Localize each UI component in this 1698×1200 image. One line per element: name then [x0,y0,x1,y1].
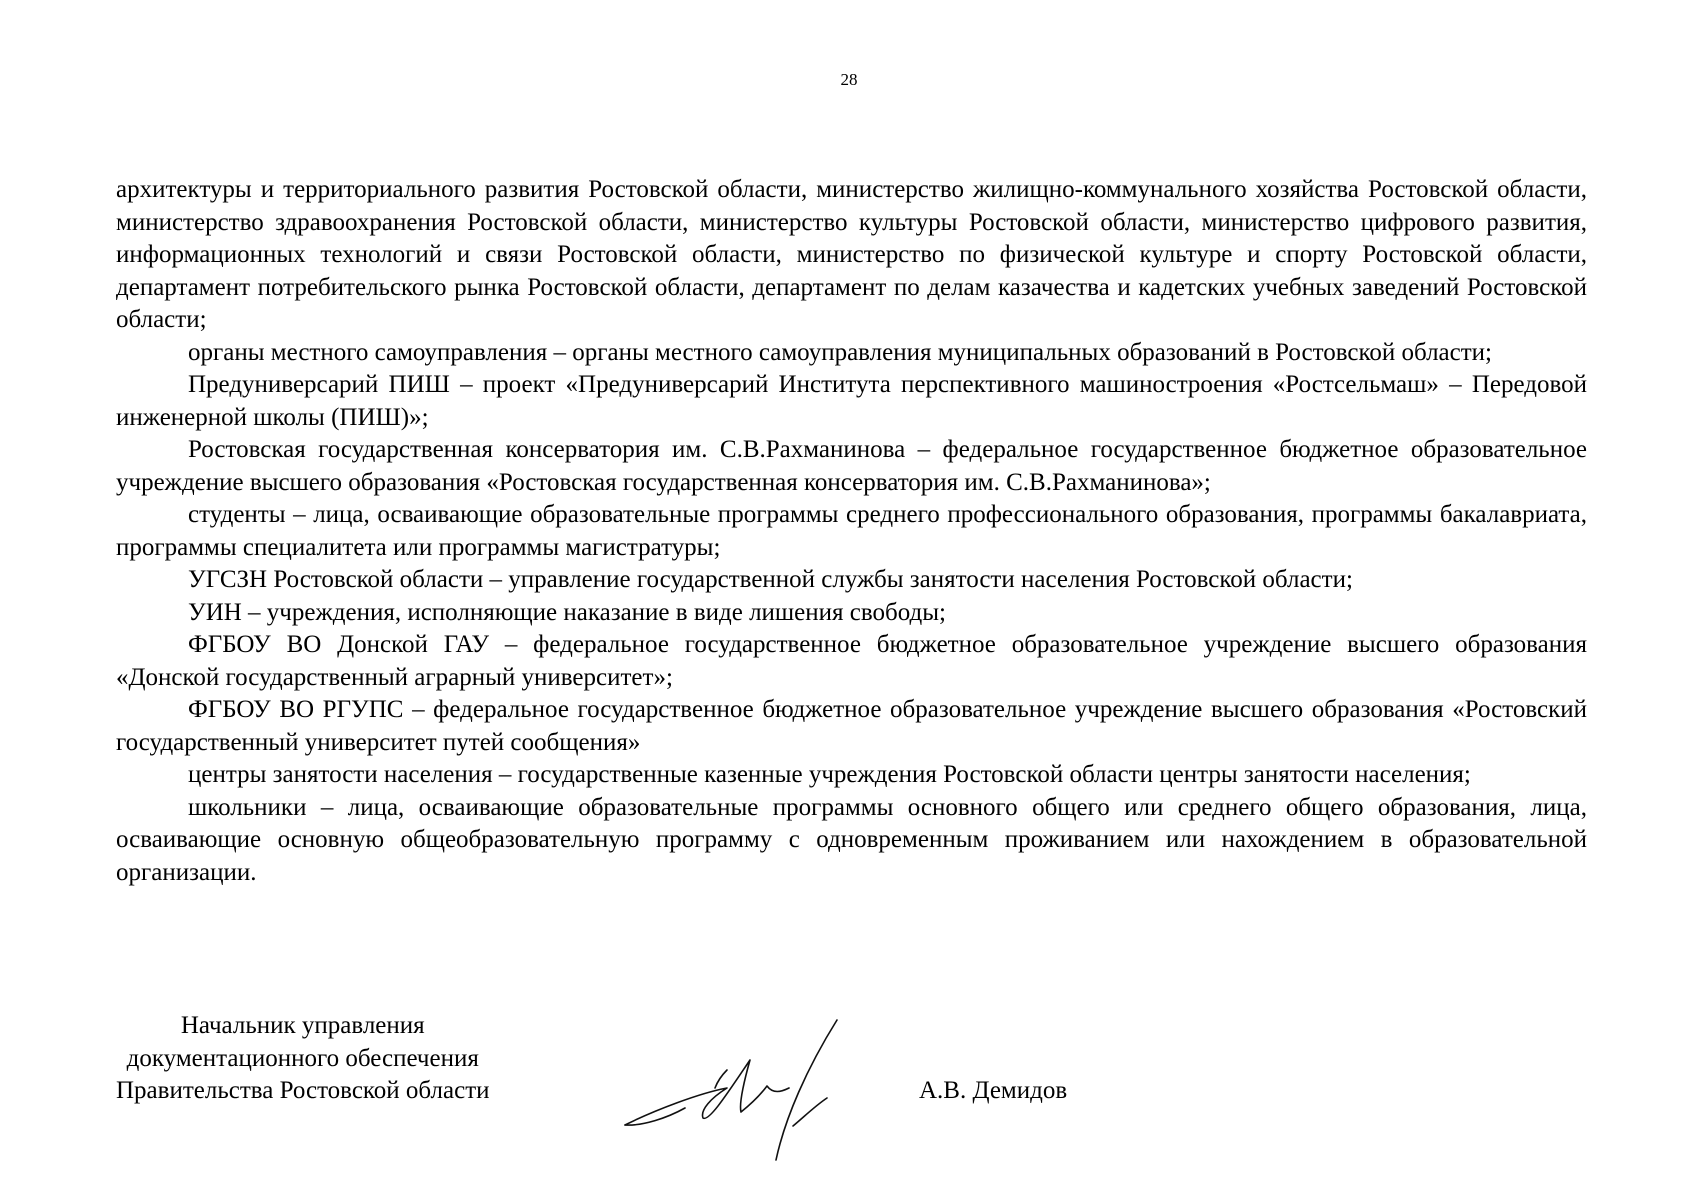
signer-name: А.В. Демидов [919,1077,1068,1104]
signer-title-line: документационного обеспечения [126,1044,479,1072]
paragraph-continuation: архитектуры и территориального развития Ростовской области, министерство жилищно-коммунального хозяйства Ростовской области, министерство здравоохранения Ростовской области, министерство культуры Ростовской области, министерство цифрового развития, информационных технологий и связи Ростовской области, министерство по физической культуре и спорту Ростовской области, департамент потребительского рынка Ростовской области, департамент по делам казачества и кадетских учебных заведений Ростовской области; [116,176,1587,333]
signer-title-line: Правительства Ростовской области [116,1077,490,1104]
paragraph-local-government: органы местного самоуправления – органы местного самоуправления муниципальных образований в Ростовской области; [188,338,1492,366]
document-body [116,174,1587,889]
paragraph-uin: УИН – учреждения, исполняющие наказание в виде лишения свободы; [188,598,946,626]
paragraph-employment-centers: центры занятости населения – государственные казенные учреждения Ростовской области центры занятости населения; [188,761,1471,788]
paragraph-rgups: ФГБОУ ВО РГУПС – федеральное государственное бюджетное образовательное учреждение высшего образования «Ростовский государственный университет путей сообщения» [116,696,1587,756]
paragraph-ugszn: УГСЗН Ростовской области – управление государственной службы занятости населения Ростовской области; [188,566,1353,593]
paragraph-students: студенты – лица, осваивающие образовательные программы среднего профессионального образования, программы бакалавриата, программы специалитета или программы магистратуры; [116,501,1587,561]
signer-title [116,1010,490,1108]
paragraph-don-gau: ФГБОУ ВО Донской ГАУ – федеральное государственное бюджетное образовательное учреждение высшего образования «Донской государственный аграрный университет»; [116,631,1587,691]
signer-title-line: Начальник управления [180,1012,425,1039]
paragraph-preuniversary: Предуниверсарий ПИШ – проект «Предуниверсарий Института перспективного машиностроения «Ростсельмаш» – Передовой инженерной школы (ПИШ)»; [116,371,1587,431]
handwritten-signature [615,1000,885,1165]
paragraph-conservatory: Ростовская государственная консерватория им. С.В.Рахманинова – федеральное государственное бюджетное образовательное учреждение высшего образования «Ростовская государственная консерватория им. С.В.Рахманинова»; [116,436,1587,496]
paragraph-schoolchildren: школьники – лица, осваивающие образовательные программы основного общего или среднего общего образования, лица, осваивающие основную общеобразовательную программу с одновременным проживанием или нахождением в образовательной организации. [116,793,1587,886]
page-number: 28 [840,70,858,89]
